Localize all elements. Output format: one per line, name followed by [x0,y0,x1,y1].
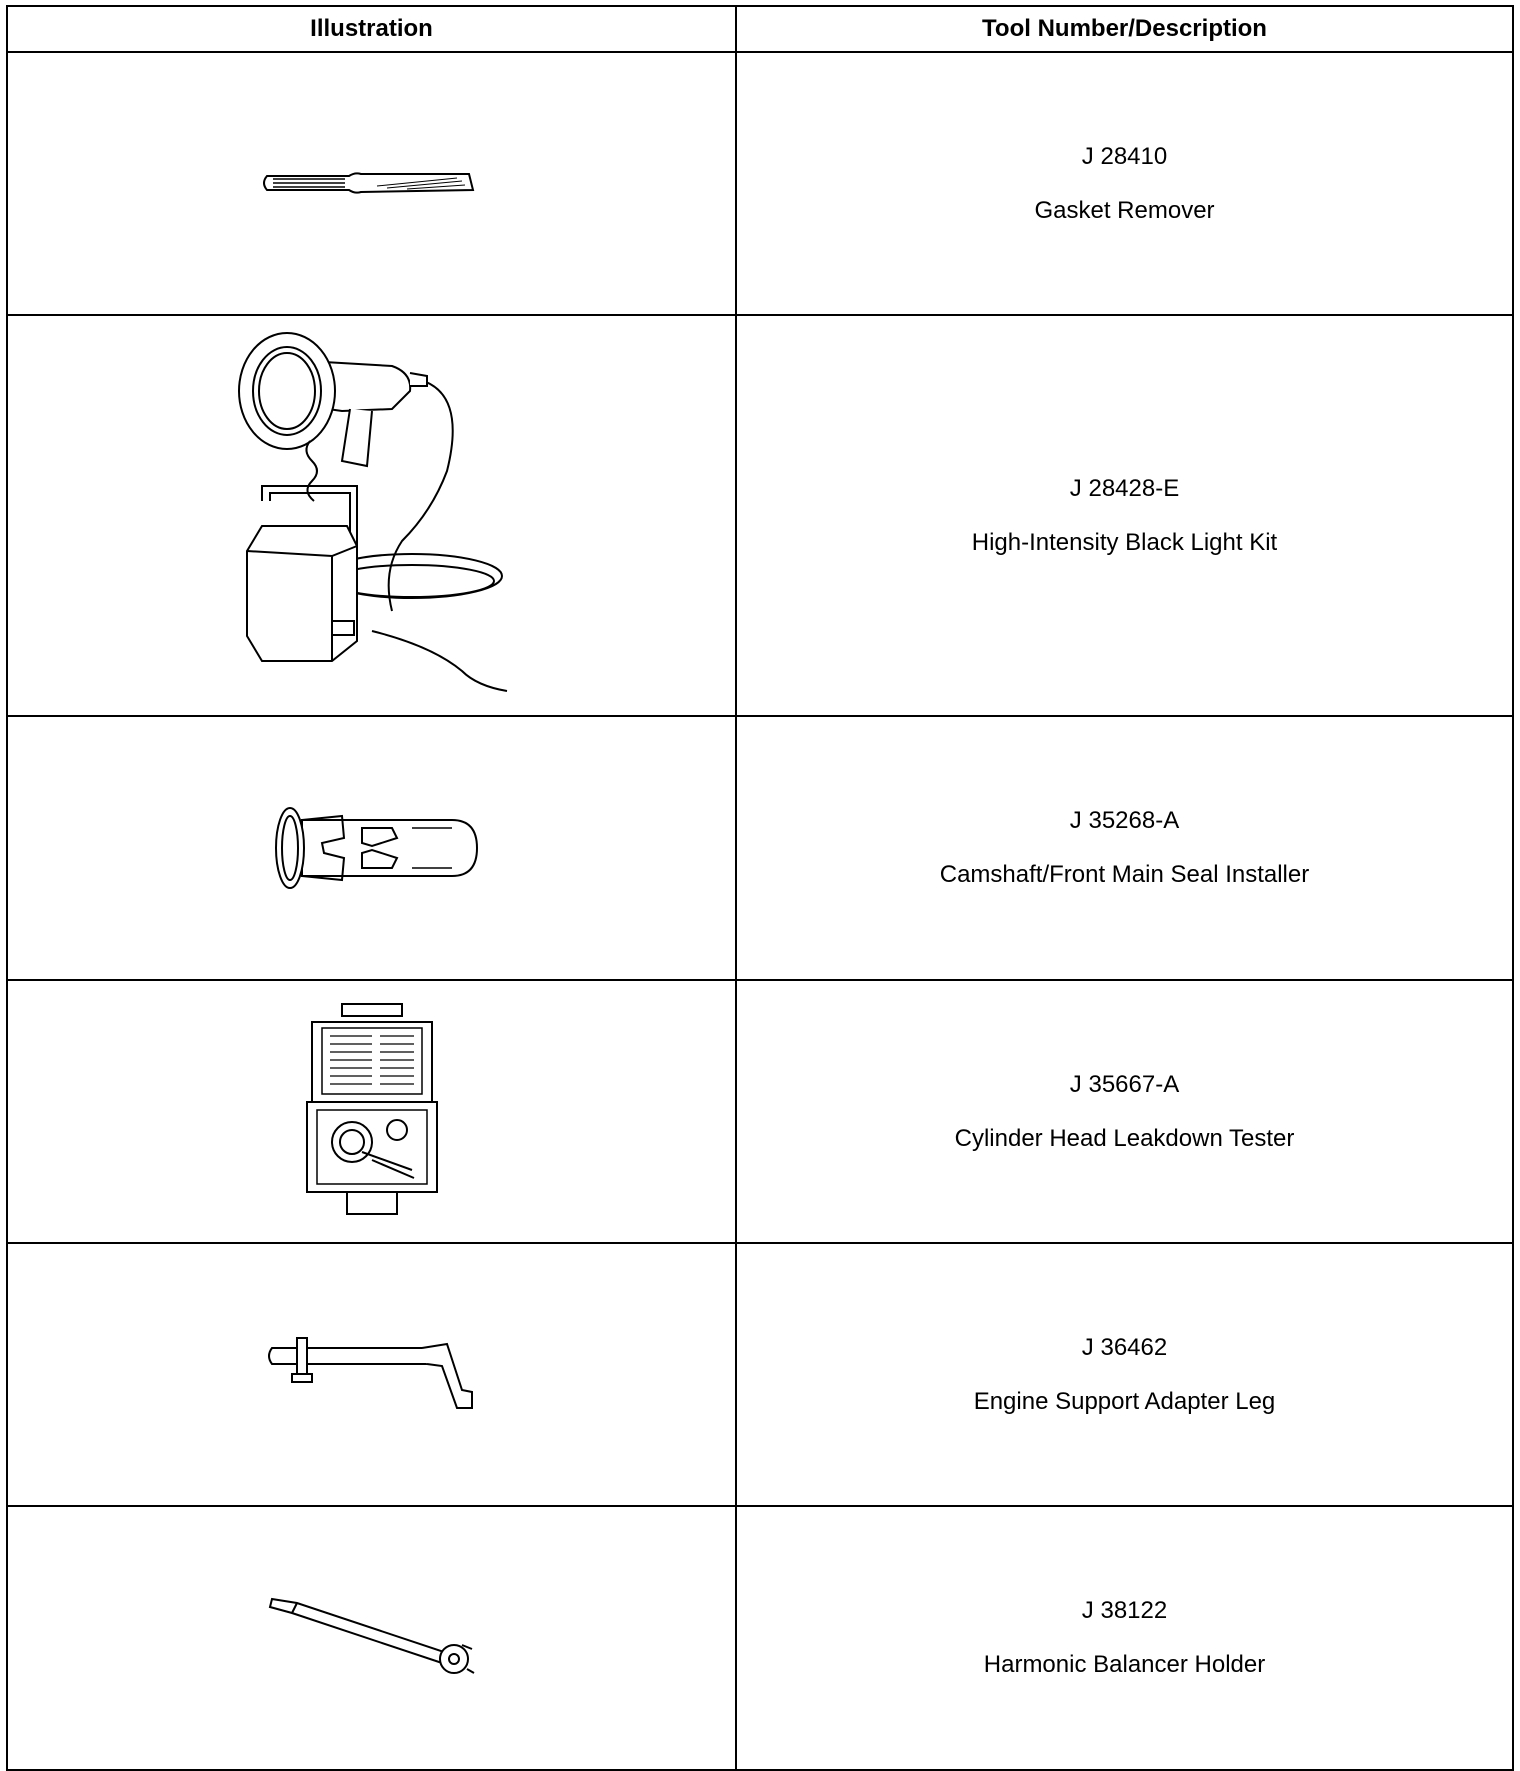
header-row [7,6,1513,52]
description-cell [736,315,1513,716]
tool-description: Harmonic Balancer Holder [983,1651,1266,1678]
tool-number: J 28428-E [1069,474,1180,502]
tool-description: Gasket Remover [1034,196,1215,224]
special-tools-table [6,5,1514,1771]
illustration-cell [7,52,736,315]
table-row [7,1506,1513,1770]
header-tool-number-description: Tool Number/Description [736,6,1513,52]
illustration-cell [7,315,736,716]
tool-description: Camshaft/Front Main Seal Installer [939,861,1310,888]
table-row [7,716,1513,980]
illustration-cell [7,980,736,1243]
tool-description: Engine Support Adapter Leg [973,1387,1276,1415]
table-row [7,315,1513,716]
tool-description: Cylinder Head Leakdown Tester [954,1124,1295,1152]
seal-installer-icon [262,798,482,898]
header-illustration: Illustration [7,6,736,52]
tool-number: J 28410 [1081,142,1168,170]
table-row [7,1243,1513,1506]
description-cell [736,1243,1513,1506]
illustration-cell [7,1506,736,1770]
description-cell [736,1506,1513,1770]
black-light-kit-icon [232,331,512,701]
table-row [7,52,1513,315]
tool-number: J 36462 [1081,1333,1168,1361]
gasket-remover-icon [257,164,487,204]
adapter-leg-icon [262,1330,482,1420]
leakdown-tester-icon [302,1002,442,1222]
tool-number: J 35667-A [1069,1070,1180,1098]
tool-number: J 38122 [1081,1597,1168,1624]
tool-number: J 35268-A [1069,807,1180,834]
balancer-holder-icon [262,1593,482,1683]
description-cell [736,716,1513,980]
description-cell [736,52,1513,315]
illustration-cell [7,716,736,980]
table-row [7,980,1513,1243]
description-cell [736,980,1513,1243]
tool-description: High-Intensity Black Light Kit [971,528,1278,556]
illustration-cell [7,1243,736,1506]
